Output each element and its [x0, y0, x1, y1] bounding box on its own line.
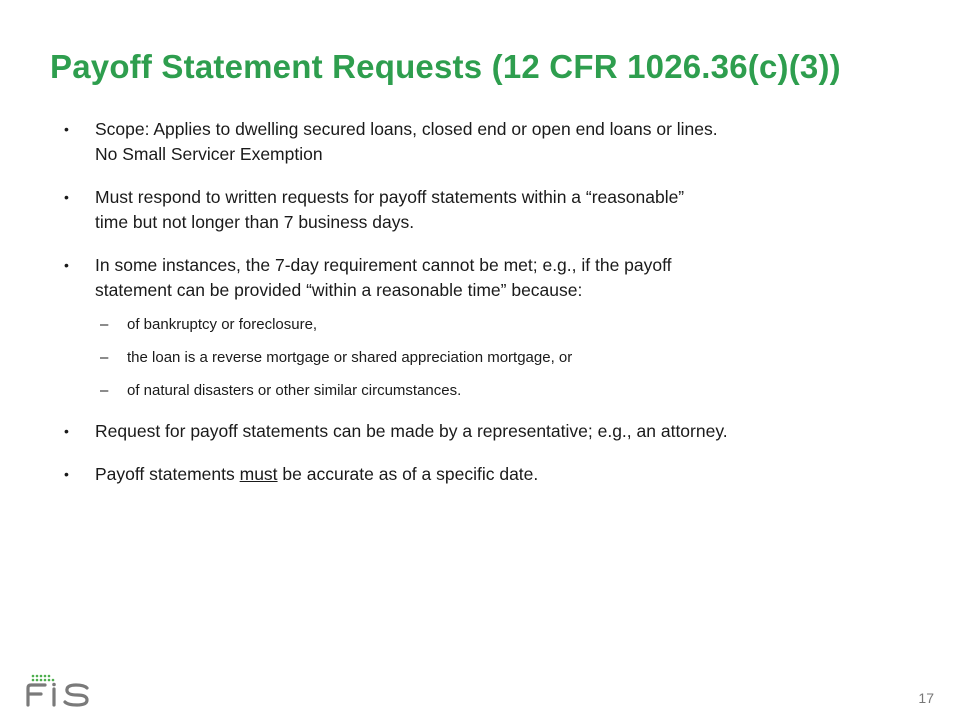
bullet-dot-icon: • — [64, 189, 69, 205]
bullet-representative — [62, 419, 922, 444]
bullet-text-continued: No Small Servicer Exemption — [95, 144, 323, 164]
sub-bullet-reverse-mortgage — [95, 348, 922, 368]
bullet-dot-icon: • — [64, 423, 69, 439]
bullet-text: In some instances, the 7-day requirement cannot be met; e.g., if the payoff — [95, 255, 672, 275]
bullet-accuracy — [62, 462, 922, 487]
sub-bullet-text: of natural disasters or other similar circumstances. — [127, 382, 462, 399]
slide-title: Payoff Statement Requests (12 CFR 1026.36(c)(3)) — [50, 48, 841, 85]
page-number: 17 — [918, 690, 934, 706]
emphasis-must: must — [239, 464, 278, 484]
fis-logo-icon — [25, 672, 95, 708]
dash-icon: – — [100, 316, 109, 333]
dash-icon: – — [100, 382, 109, 399]
bullet-exceptions — [62, 253, 922, 401]
bullet-dot-icon: • — [64, 257, 69, 273]
sub-bullet-list — [95, 315, 922, 401]
slide-content — [62, 117, 922, 505]
bullet-text: Payoff statements — [95, 464, 240, 484]
bullet-response-time — [62, 185, 922, 235]
bullet-dot-icon: • — [64, 121, 69, 137]
bullet-text: Must respond to written requests for payoff statements within a “reasonable” — [95, 187, 685, 207]
bullet-text-continued: time but not longer than 7 business days. — [95, 212, 415, 232]
bullet-text: Scope: Applies to dwelling secured loans, closed end or open end loans or lines. — [95, 119, 718, 139]
bullet-list — [62, 117, 922, 487]
sub-bullet-bankruptcy — [95, 315, 922, 335]
bullet-scope — [62, 117, 922, 167]
bullet-text-end: be accurate as of a specific date. — [277, 464, 539, 484]
bullet-text-continued: statement can be provided “within a reasonable time” because: — [95, 280, 583, 300]
sub-bullet-text: of bankruptcy or foreclosure, — [127, 316, 318, 333]
bullet-text: Request for payoff statements can be made by a representative; e.g., an attorney. — [95, 421, 728, 441]
sub-bullet-natural-disasters — [95, 381, 922, 401]
bullet-dot-icon: • — [64, 466, 69, 482]
sub-bullet-text: the loan is a reverse mortgage or shared appreciation mortgage, or — [127, 349, 573, 366]
dash-icon: – — [100, 349, 109, 366]
